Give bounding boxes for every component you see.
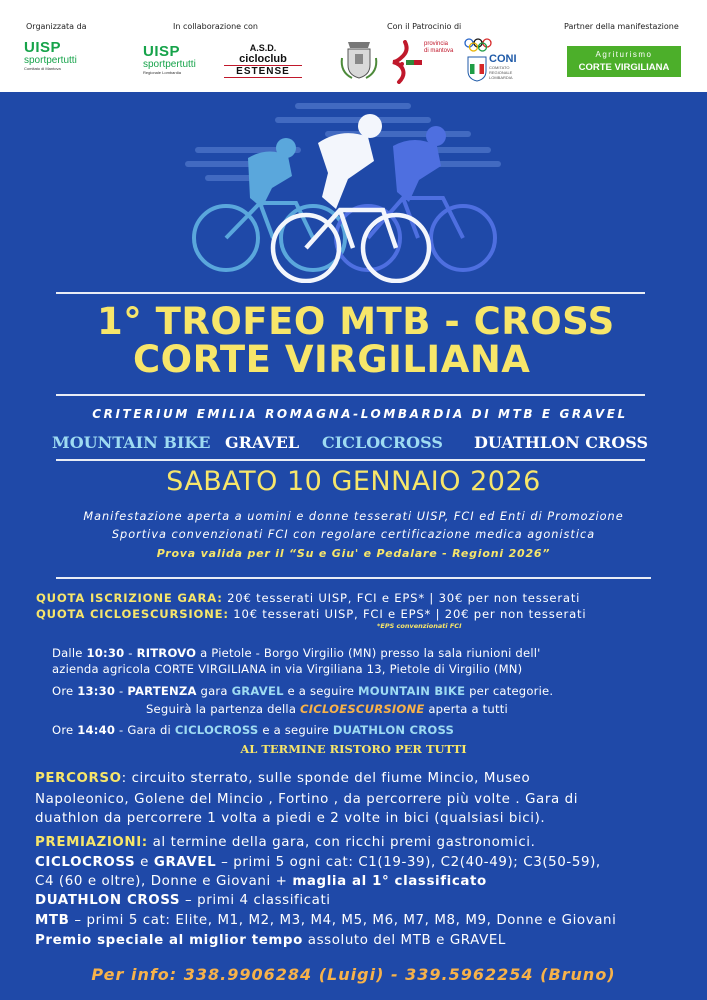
- premiazioni-line-2: CICLOCROSS e GRAVEL – primi 5 ogni cat: C1(19-39), C2(40-49); C3(50-59),: [35, 855, 601, 870]
- percorso-line-3: duathlon da percorrere 1 volta a piedi e 2 volte in bici (qualsiasi bici).: [35, 811, 546, 826]
- coni-text: CONI COMITATO REGIONALE LOMBARDIA: [489, 53, 517, 80]
- cicloclub-estense-logo: A.S.D. cicloclub ESTENSE: [224, 44, 302, 78]
- italia-shield-icon: [467, 56, 487, 82]
- comune-crest-icon: [338, 36, 380, 82]
- partner-label: Partner della manifestazione: [564, 22, 679, 31]
- schedule-ritrovo: Dalle 10:30 - RITROVO a Pietole - Borgo Virgilio (MN) presso la sala riunioni dell': [52, 646, 541, 660]
- agriturismo-logo: Agriturismo CORTE VIRGILIANA: [567, 46, 681, 77]
- organizzata-label: Organizzata da: [26, 22, 87, 31]
- premiazioni-line-3: C4 (60 e oltre), Donne e Giovani + maglia al 1° classificato: [35, 874, 487, 889]
- title-line-1: 1° TROFEO MTB - CROSS: [97, 300, 615, 343]
- patrocinio-label: Con il Patrocinio di: [387, 22, 462, 31]
- schedule-partenza: Ore 13:30 - PARTENZA gara GRAVEL e a seguire MOUNTAIN BIKE per categorie.: [52, 684, 554, 698]
- provincia-text: provincia di mantova: [424, 41, 454, 54]
- uisp-mantova-logo: UISP sportpertutti Comitato di Mantova: [24, 39, 77, 71]
- quota-gara: QUOTA ISCRIZIONE GARA: 20€ tesserati UISP, FCI e EPS* | 30€ per non tesserati: [36, 591, 581, 605]
- discipline-ciclocross: CICLOCROSS: [322, 433, 443, 452]
- quota-cicloescursione: QUOTA CICLOESCURSIONE: 10€ tesserati UISP, FCI e EPS* | 20€ per non tesserati: [36, 607, 587, 621]
- discipline-duathlon-cross: DUATHLON CROSS: [474, 433, 649, 452]
- olympic-rings-icon: [464, 38, 492, 52]
- sponsor-header: [0, 0, 707, 92]
- prova-valida: Prova valida per il “Su e Giu' e Pedalare - Regioni 2026”: [156, 547, 551, 560]
- collaborazione-label: In collaborazione con: [173, 22, 258, 31]
- divider-quota: [56, 577, 651, 579]
- intro-line-1: Manifestazione aperta a uomini e donne tesserati UISP, FCI ed Enti di Promozione: [83, 510, 624, 523]
- intro-line-2: Sportiva convenzionati FCI con regolare certificazione medica agonistica: [111, 528, 596, 541]
- divider-disciplines: [56, 459, 645, 461]
- percorso-line-2: Napoleonico, Golene del Mincio , Fortino , da percorrere più volte . Gara di: [35, 792, 579, 807]
- eps-note: *EPS convenzionati FCI: [377, 622, 462, 630]
- event-date: SABATO 10 GENNAIO 2026: [166, 466, 541, 497]
- criterium-subtitle: CRITERIUM EMILIA ROMAGNA-LOMBARDIA DI MTB E GRAVEL: [92, 407, 628, 421]
- premiazioni-line-4: DUATHLON CROSS – primi 4 classificati: [35, 893, 331, 908]
- premiazioni-line-5: MTB – primi 5 cat: Elite, M1, M2, M3, M4, M5, M6, M7, M8, M9, Donne e Giovani: [35, 913, 617, 928]
- schedule-ritrovo-line-2: azienda agricola CORTE VIRGILIANA in via Virgiliana 13, Pietole di Virgilio (MN): [52, 662, 523, 676]
- discipline-mountain-bike: MOUNTAIN BIKE: [52, 433, 211, 452]
- percorso-line-1: PERCORSO: circuito sterrato, sulle sponde del fiume Mincio, Museo: [35, 771, 531, 786]
- contact-info: Per info: 338.9906284 (Luigi) - 339.5962254 (Bruno): [91, 965, 616, 984]
- discipline-gravel: GRAVEL: [225, 433, 300, 452]
- title-line-2: CORTE VIRGILIANA: [133, 338, 531, 381]
- divider-top: [56, 292, 645, 294]
- provincia-mantova-icon: [391, 40, 423, 84]
- uisp-lombardia-logo: UISP sportpertutti Regionale Lombardia: [143, 43, 196, 75]
- premio-speciale: Premio speciale al miglior tempo assoluto del MTB e GRAVEL: [35, 933, 506, 948]
- premiazioni-line-1: PREMIAZIONI: al termine della gara, con ricchi premi gastronomici.: [35, 835, 536, 850]
- schedule-ciclocross: Ore 14:40 - Gara di CICLOCROSS e a seguire DUATHLON CROSS: [52, 723, 455, 737]
- divider-title: [56, 394, 645, 396]
- ristoro-notice: AL TERMINE RISTORO PER TUTTI: [240, 742, 467, 756]
- schedule-cicloescursione: Seguirà la partenza della CICLOESCURSIONE aperta a tutti: [146, 702, 508, 716]
- cyclists-illustration-icon: [178, 98, 508, 283]
